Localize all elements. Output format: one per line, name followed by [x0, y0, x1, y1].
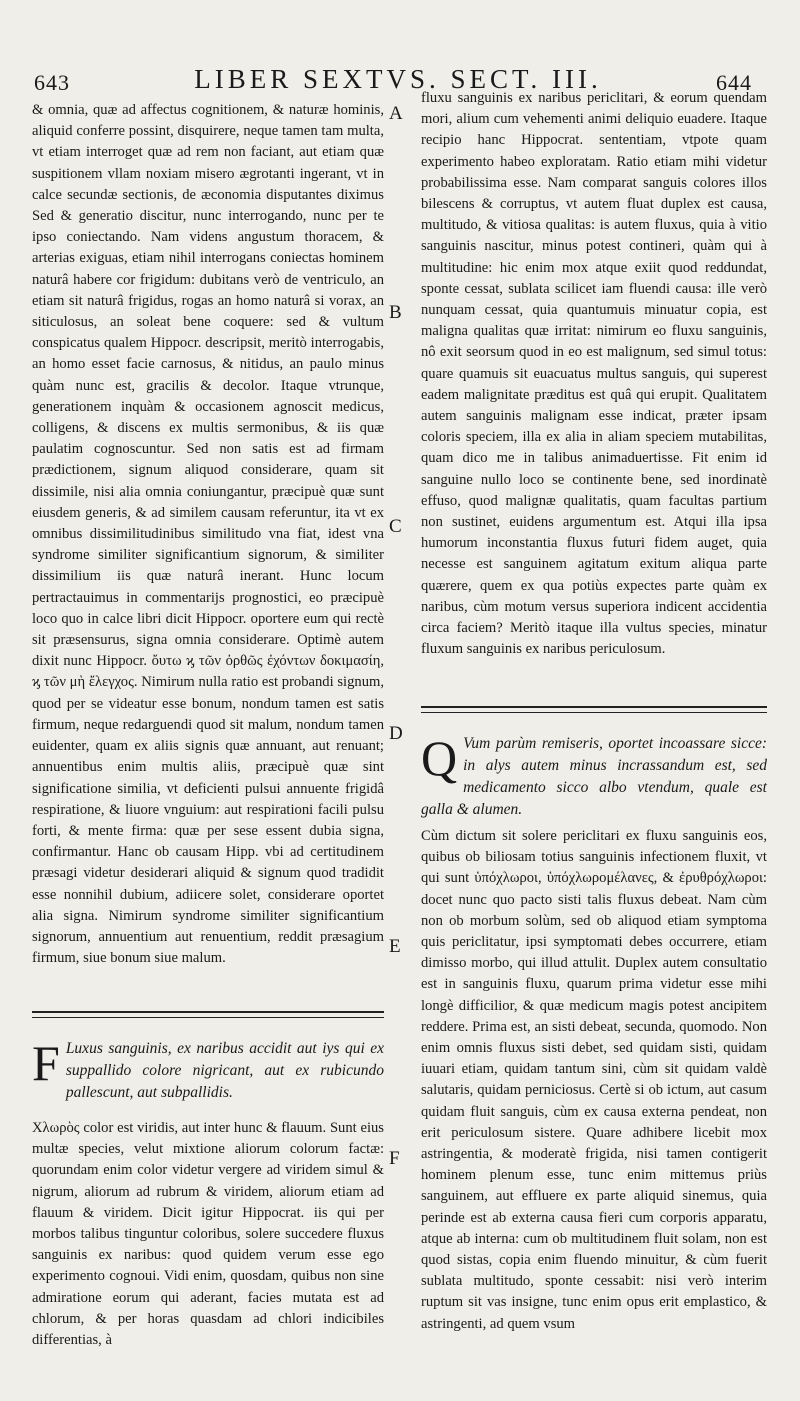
left-column-commentary-1 [32, 100, 384, 969]
left-page-number: 643 [34, 70, 70, 95]
commentary-paragraph: & omnia, quæ ad affectus cognitionem, & naturæ hominis, aliquid conferre possint, disquirere, neque tamen tam multa, vt etiam interroget quæ ad rem non faciant, aut etiam quæ suspitionem vllam noxiam misero ægrotanti ingerant, vt in calce secundæ sectionis, de æconomia disputantes diximus Sed & generatio discitur, nunc interrogando, nunc per te ipso coniectando. Nam videns angustum thoracem, & arterias exiguas, etiam nihil interrogans coniectas hominem naturâ habere cor frigidum: dubitans verò de ventriculo, an etiam sit naturâ frigidus, rogas an homo naturâ si vorax, an siticulosus, an soleat bene coquere: sed & vultum conspicatus qualem Hippocr. descripsit, meritò interrogabis, an homo esset facie carnosus, & nitidus, an paulo minus quàm nunc est, gracilis & decolor. Itaque vtrunque, generationem inquàm & occasionem agnoscit medicus, colligens, & discens ex multis sermonibus, & iis quæ paulatim cognoscuntur. Sed non satis est ad firmam prædictionem, signum aliquod considerare, quam sit dissimile, nisi alia omnia coniungantur, præcipuè quæ sunt eiusdem generis, & ad similem causam referuntur, ita vt ex omnibus dissimilitudinibus similitudo vna fiat, idest vna syndrome similiter significantium signorum, & similiter dissimilium iis quæ naturâ inerant. Hunc locum pertractauimus in commentarijs prognostici, eo præcipuè loco quo in calce libri dicit Hippocr. oportere eum qui rectè sit præsensurus, signa omnia considerare. Optimè autem dixit nunc Hippocr. ὄυτω ϗ τῶν ὀρθῶς ἐχόντων δοκιμασίη, ϗ τῶν μὴ ἔλεγχος. Nimirum nulla ratio est probandi signum, quod per se videatur esse bonum, nondum tamen est satis firmum, neque redarguendi quod sit malum, nondum tamen euidenter, quam ex aliis signis quæ annuant, aut renuant; annuentibus enim multis aliis, præcipuè quæ sint significatione similia, vt deficienti pulsui annuente frigidâ respiratione, & liuore vnguium: aut respirationi facili pulsu forti, & mente firma: quæ per sese essent dubia signa, confirmantur. Hanc ob causam Hipp. vbi ad certitudinem præsagi videtur desiderari aliquid & signum quod tradidit esse nonnihil dubium, adiicere solet, considerare oportet alia signa. Nimirum syndrome similiter significantium signorum, annuentium aut renuentium, reddit præsagium firmum, siue bonum siue malum. [32, 102, 384, 967]
aphorism-text: Luxus sanguinis, ex naribus accidit aut iys qui ex suppallido colore nigricant, aut ex rubicundo pallescunt, aut subpallidis. [65, 1040, 384, 1101]
margin-letter-d: D [389, 723, 403, 744]
right-page-number: 644 [716, 70, 752, 95]
margin-letter-a: A [389, 103, 403, 124]
commentary-paragraph: Χλωρὸς color est viridis, aut inter hunc & flauum. Sunt eius multæ species, velut mixtione aliorum colorum factæ: quorundam enim color videtur vergere ad viridem simul & nigrum, aliorum ad rubrum & viridem, aliorum etiam ad flauum & viridem. Dicit igitur Hippocrat. iis qui per morbos talibus tinguntur coloribus, solere succedere fluxus sanguinis ex naribus: quod quidem verum esse ego experimento cognoui. Vidi enim, quosdam, quibus non sine admiratione eorum qui aderant, facies mutata est ad chlorum, & per horas quasdam ad chlori indicibiles differentias, à [32, 1120, 384, 1349]
drop-cap-letter: F [32, 1035, 60, 1091]
margin-letter-f: F [389, 1148, 400, 1169]
right-column-commentary-1 [421, 88, 767, 660]
margin-letter-b: B [389, 302, 402, 323]
left-column-commentary-2 [32, 1118, 384, 1351]
section-divider-left [32, 1011, 384, 1018]
margin-letter-e: E [389, 936, 401, 957]
aphorism-text: Vum parùm remiseris, oportet incoassare sicce: in alys autem minus incrassandum est, sed medicamento sicco albo vtendum, quale est galla & alumen. [421, 735, 767, 818]
margin-letter-c: C [389, 516, 402, 537]
right-column-commentary-2 [421, 826, 767, 1335]
running-title: LIBER SEXTVS. SECT. III. [194, 64, 602, 94]
aphorism-right [421, 730, 767, 821]
commentary-paragraph: Cùm dictum sit solere periclitari ex fluxu sanguinis eos, quibus ob biliosam totius sanguinis infectionem fluxit, vt qui sunt ὑπόχλωροι, ὑπόχλωρομέλανες, & ἐρυθρόχλωροι: docet nunc quo pacto sisti talis fluxus debeat. Nam cùm non ob morbum solùm, sed ob aliquod etiam symptoma quis periclitatur, ipsi symptomati debes occurrere, etiam dimisso morbo, qui illud attulit. Duplex autem consultatio est in sanguinis fluxu, quarum prima videtur esse mihi longè difficilior, & quæ medicum magis potest ancipitem reddere. Prima est, an sisti debeat, secunda, quomodo. Non enim omnis fluxus sisti debet, sed quidam sisti, quidam iuuari etiam, quidam tantum sini, cùm sit quidam valdè salutaris, quidam perniciosus. Certè si ob ictum, aut casum quidam fluit sanguis, cùm ex causa externa pendeat, non erit periculosum sistere. Quare adhibere licebit mox astringentia, & moderatè frigida, nisi tamen contigerit hominem plenum esse, tunc enim mittemus priùs sanguinem, aut effluere ex parte aliquid sinemus, quia perinde est ab externa causa fieri cum corporis apparatu, atque ab interna: cum ob multitudinem fluit solam, non est quod sistas, copia enim fluendo minuitur, & cùm fuerit sublata multitudo, sponte cessabit: nisi verò interim ruptum sit vas insigne, tunc enim opus erit emplastico, & astringenti, ad quem vsum [421, 828, 767, 1332]
drop-cap-letter: Q [421, 730, 458, 786]
commentary-paragraph: fluxu sanguinis ex naribus periclitari, & eorum quendam mori, alium cum vehementi animi deliquio euadere. Itaque recipio hanc Hippocrat. sententiam, vtpote quam experimento habeo exploratam. Ratio etiam mihi videtur probabilissima esse. Nam comparat sanguis colores illos bilescens & corruptus, vt autem fluat duplex est causa, multitudo, & vitiosa qualitas: is autem fluxus, quia à vitio sanguinis nascitur, minus potest contineri, quàm qui à multitudine: hic enim mox atque exiit quod reddundat, sponte cessat, sublata scilicet iam fluendi causa: ille verò nunquam cessat, quia quantumuis minuatur copia, est maligna qualitas quæ irritat: nimirum eo fluxu sanguinis, nô exit seorsum quod in eo est malignum, sed simul totus: quare quamuis sit euacuatus multus sanguis, qui superest eadem malignitate præditus est quâ qui erupit. Qualitatem autem sanguinis malignam esse indicat, præter ipsam coloris speciem, illa ex alia in aliam speciem mutabilitas, quam dico me in talibus animaduertisse. Fit enim id sanguine nullo loco se continente bene, sed inordinatè effuso, quod malignæ qualitatis, quam facultas partium non sustinet, euidens argumentum est. Atqui illa ipsa humorum inconstantia fluxus futuri fidem auget, quia necesse est sanguinem agitatum exitum aliqua parte quærere, quem ex qua potiùs expectes parte quàm ex naribus, cùm motum versus superiora indicent accidentia circa faciem? Meritò itaque illa vultus species, minatur fluxum sanguinis ex naribus periculosum. [421, 90, 767, 658]
section-divider-right [421, 706, 767, 713]
aphorism-left [32, 1035, 384, 1104]
